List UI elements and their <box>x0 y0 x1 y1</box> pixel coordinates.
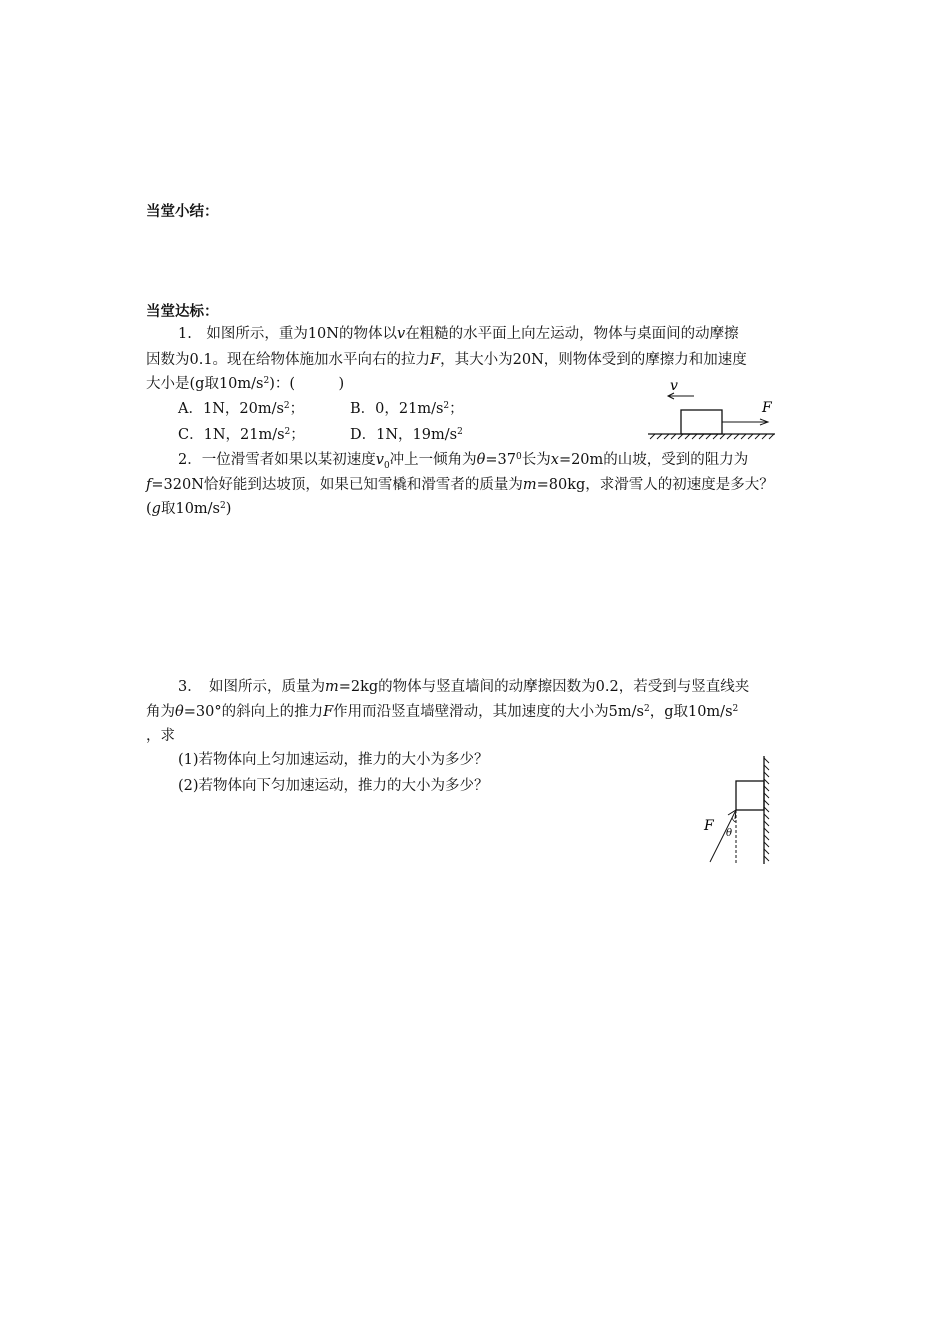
q2-line1: 2．一位滑雪者如果以某初速度$v_0$冲上一倾角为$\theta=37^0$长为x=20m的山坡，受到的阻力为 <box>178 452 749 471</box>
wall-hatching <box>764 758 769 861</box>
q1-line2: 因数为0.1。现在给物体施加水平向右的拉力F，其大小为20N，则物体受到的摩擦力和加速度 <box>146 352 747 368</box>
velocity-label: v <box>670 378 678 394</box>
q1-line3: 大小是(g取$10m/s^2$)：( ) <box>146 376 345 392</box>
practice-heading: 当堂达标： <box>146 304 219 320</box>
q1-option-b: B．0，$21m/s^2$； <box>350 401 464 417</box>
q3-line3: ，求 <box>146 728 175 744</box>
q1-figure <box>640 372 790 442</box>
summary-heading: 当堂小结： <box>146 204 219 220</box>
q1-option-d: D．1N，$19m/s^2$ <box>350 427 463 443</box>
q3-subquestion-1: (1)若物体向上匀加速运动，推力的大小为多少？ <box>178 752 489 768</box>
q2-line3: (g取$10m/s^2$) <box>146 501 232 517</box>
q1-line1: 1. 如图所示，重为10N的物体以v在粗糙的水平面上向左运动，物体与桌面间的动摩擦 <box>178 326 739 342</box>
q3-figure <box>700 752 780 870</box>
q3-line2: 角为θ=30°的斜向上的推力F作用而沿竖直墙壁滑动，其加速度的大小为$5m/s^2$，g取$10m/s^2$ <box>146 704 739 720</box>
force-label: F <box>762 400 772 416</box>
block <box>681 410 722 434</box>
q2-line2: f=320N恰好能到达坡顶，如果已知雪橇和滑雪者的质量为m=80kg，求滑雪人的初速度是多大？ <box>146 477 774 493</box>
push-force-label: F <box>704 818 714 834</box>
q3-subquestion-2: (2)若物体向下匀加速运动，推力的大小为多少？ <box>178 778 489 794</box>
block <box>736 781 764 810</box>
q1-option-a: A．1N，$20m/s^2$； <box>178 401 305 417</box>
q1-option-c: C．1N，$21m/s^2$； <box>178 427 305 443</box>
angle-label: θ <box>726 828 733 839</box>
push-force-line <box>710 810 736 862</box>
q3-line1: 3． 如图所示，质量为m=2kg的物体与竖直墙间的动摩擦因数为0.2，若受到与竖直线夹 <box>178 679 750 695</box>
ground-hatching <box>650 434 774 439</box>
